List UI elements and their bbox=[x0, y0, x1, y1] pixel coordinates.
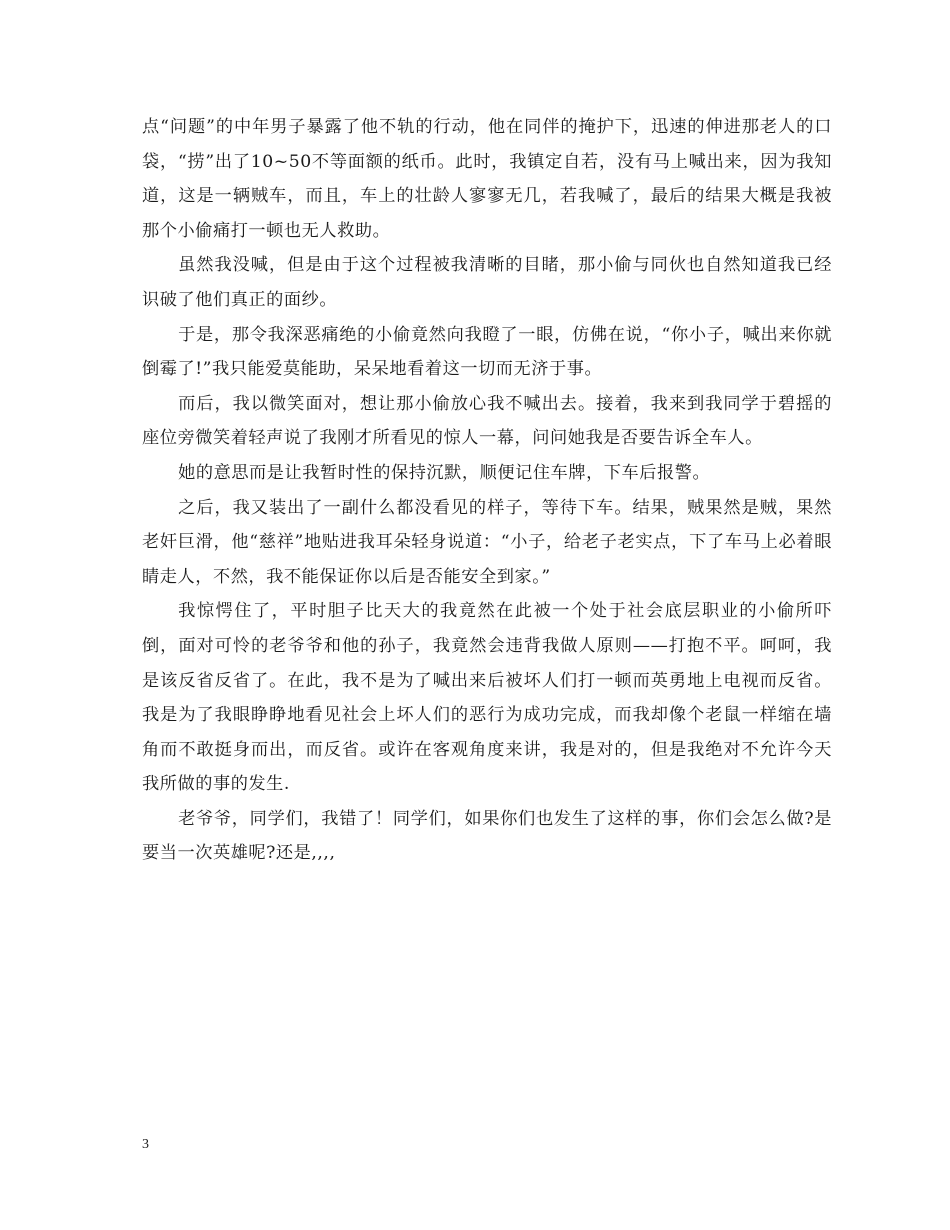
document-body bbox=[142, 110, 832, 871]
paragraph-7: 我惊愕住了，平时胆子比天大的我竟然在此被一个处于社会底层职业的小偷所吓倒，面对可怜的老爷爷和他的孙子，我竟然会违背我做人原则——打抱不平。呵呵，我是该反省反省了。在此，我不是为了喊出来后被坏人们打一顿而英勇地上电视而反省。我是为了我眼睁睁地看见社会上坏人们的恶行为成功完成，而我却像个老鼠一样缩在墙角而不敢挺身而出，而反省。或许在客观角度来讲，我是对的，但是我绝对不允许今天我所做的事的发生. bbox=[142, 601, 832, 795]
paragraph-4: 而后，我以微笑面对，想让那小偷放心我不喊出去。接着，我来到我同学于碧摇的座位旁微笑着轻声说了我刚才所看见的惊人一幕，问问她我是否要告诉全车人。 bbox=[142, 393, 832, 449]
paragraph-8: 老爷爷，同学们，我错了！同学们，如果你们也发生了这样的事，你们会怎么做?是要当一次英雄呢?还是,,,, bbox=[142, 808, 832, 864]
paragraph-2: 虽然我没喊，但是由于这个过程被我清晰的目睹，那小偷与同伙也自然知道我已经识破了他们真正的面纱。 bbox=[142, 255, 832, 310]
paragraph-3: 于是，那令我深恶痛绝的小偷竟然向我瞪了一眼，仿佛在说，“你小子，喊出来你就倒霉了!”我只能爱莫能助，呆呆地看着这一切而无济于事。 bbox=[142, 324, 832, 380]
page-number: 3 bbox=[142, 1137, 149, 1152]
paragraph-1: 点“问题”的中年男子暴露了他不轨的行动，他在同伴的掩护下，迅速的伸进那老人的口袋，“捞”出了10~50不等面额的纸币。此时，我镇定自若，没有马上喊出来，因为我知道，这是一辆贼车，而且，车上的壮龄人寥寥无几，若我喊了，最后的结果大概是我被那个小偷痛打一顿也无人救助。 bbox=[142, 117, 832, 241]
paragraph-6: 之后，我又装出了一副什么都没看见的样子，等待下车。结果，贼果然是贼，果然老奸巨滑，他“慈祥”地贴进我耳朵轻身说道：“小子，给老子老实点，下了车马上必着眼睛走人，不然，我不能保证你以后是否能安全到家。” bbox=[142, 497, 832, 587]
paragraph-5: 她的意思而是让我暂时性的保持沉默，顺便记住车牌，下车后报警。 bbox=[178, 462, 711, 483]
